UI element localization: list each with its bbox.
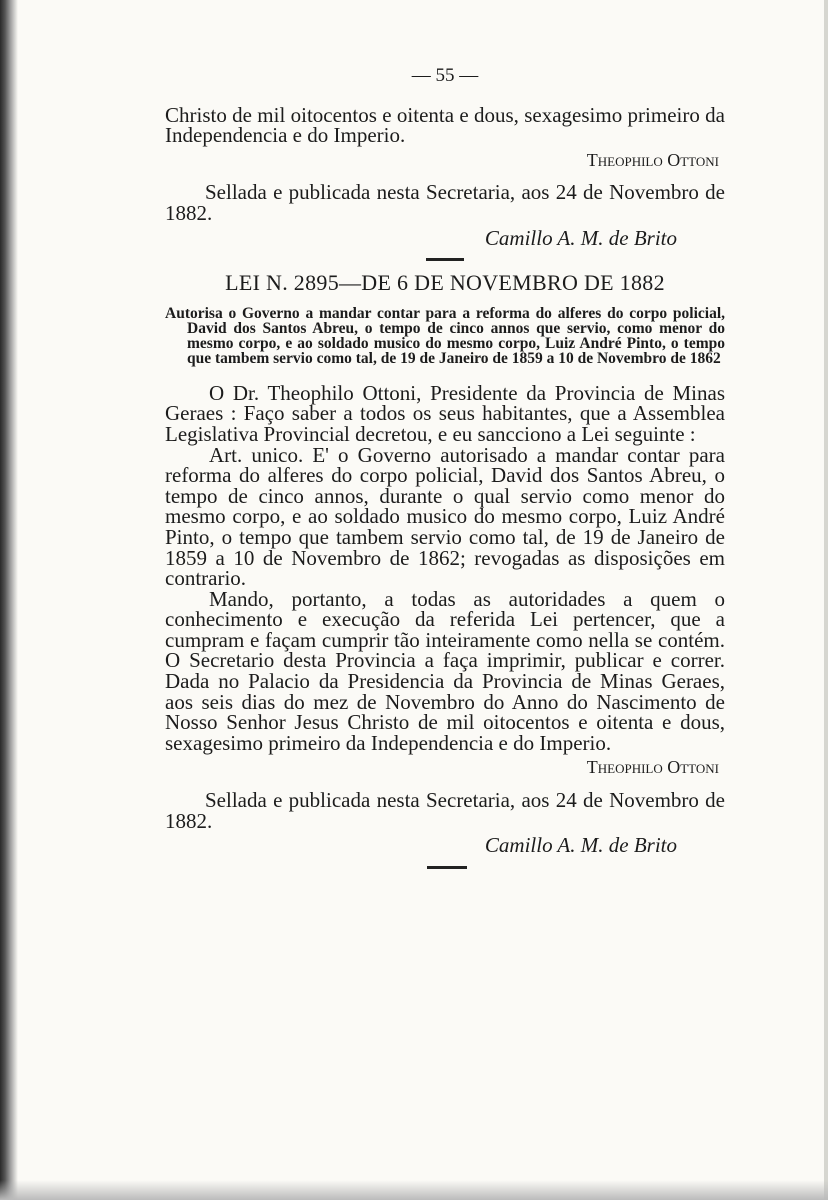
opening-paragraph: Christo de mil oitocentos e oitenta e dous, sexagesimo primeiro da Independencia e do Imperio.	[165, 102, 725, 148]
page-number: — 55 —	[411, 65, 479, 86]
law-title: LEI N. 2895—DE 6 DE NOVEMBRO DE 1882	[225, 270, 665, 296]
section-divider	[426, 258, 464, 261]
mando-paragraph: Mando, portanto, a todas as autoridades a quem o conhecimento e execução da referida Lei pertencer, que a cumpram e façam cumprir tão inteiramente como nella se contém. O Secretario desta Provincia a faça imprimir, publicar e correr. Dada no Palacio da Presidencia da Provincia de Minas Geraes, aos seis dias do mez de Novembro do Anno do Nascimento de Nosso Senhor Jesus Christo de mil oitocentos e oitenta e dous, sexagesimo primeiro da Independencia e do Imperio.	[165, 586, 725, 755]
page-text-block	[165, 66, 725, 869]
book-binding-edge	[0, 0, 18, 1200]
page-edge-right	[824, 0, 828, 1200]
sealed-published-note-2: Sellada e publicada nesta Secretaria, aos 24 de Novembro de 1882.	[165, 788, 725, 833]
article-unico-paragraph: Art. unico. E' o Governo autorisado a mandar contar para reforma do alferes do corpo policial, David dos Santos Abreu, o tempo de cinco annos, durante o qual servio como menor do mesmo corpo, e ao soldado musico do mesmo corpo, Luiz André Pinto, o tempo que tambem servio como tal, de 19 de Janeiro de 1859 a 10 de Novembro de 1862; revogadas as disposições em contrario.	[165, 442, 725, 591]
preamble-paragraph: O Dr. Theophilo Ottoni, Presidente da Provincia de Minas Geraes : Faço saber a todos os seus habitantes, que a Assemblea Legislativa Provincial decretou, e eu sancciono a Lei seguinte :	[165, 380, 725, 446]
signature-theophilo-ottoni-1: Theophilo Ottoni	[586, 149, 719, 170]
end-divider	[427, 866, 467, 869]
clerk-signature-1: Camillo A. M. de Brito	[484, 225, 677, 250]
page-edge-bottom	[0, 1180, 828, 1200]
clerk-signature-2: Camillo A. M. de Brito	[484, 833, 677, 858]
signature-theophilo-ottoni-2: Theophilo Ottoni	[586, 757, 719, 778]
sealed-published-note-1: Sellada e publicada nesta Secretaria, aos 24 de Novembro de 1882.	[165, 180, 725, 225]
law-summary: Autorisa o Governo a mandar contar para a reforma do alferes do corpo policial, David dos Santos Abreu, o tempo de cinco annos que servio, como menor do mesmo corpo, e ao soldado musico do mesmo corpo, Luiz André Pinto, o tempo que tambem servio como tal, de 19 de Janeiro de 1859 a 10 de Novembro de 1862	[165, 304, 725, 367]
